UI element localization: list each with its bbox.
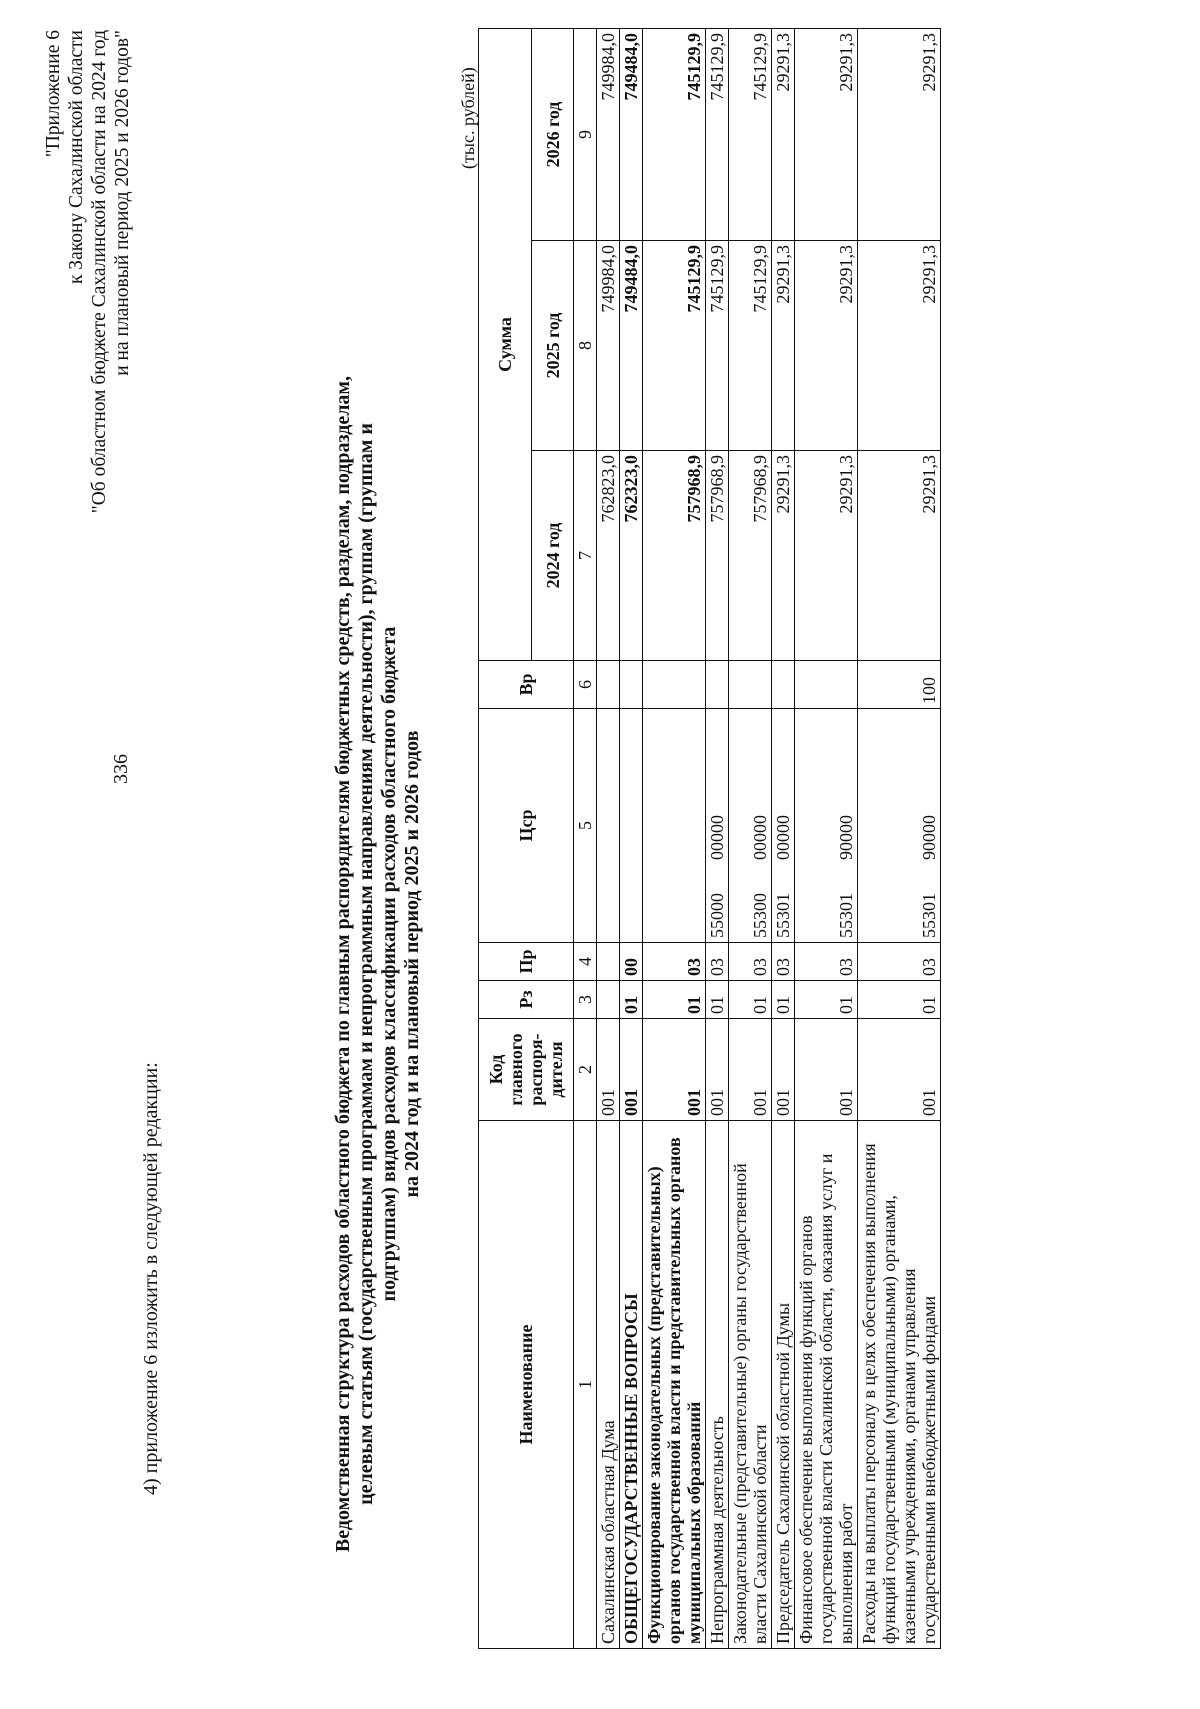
header-code-line: распоря- <box>526 1033 546 1106</box>
row-vr <box>620 661 643 709</box>
header-csr: Цср <box>479 709 574 943</box>
table-row <box>706 28 729 1648</box>
row-name: Непрограммная деятельность <box>706 1121 729 1649</box>
row-2025: 29291,3 <box>858 241 941 451</box>
row-rz: 01 <box>706 981 729 1019</box>
row-2026: 749984,0 <box>597 28 620 240</box>
row-csr <box>858 709 941 943</box>
row-2024: 762323,0 <box>620 451 643 661</box>
row-csr-part: 55301 <box>919 893 939 938</box>
column-number: 4 <box>574 943 597 981</box>
row-csr-part: 55301 <box>773 893 793 938</box>
row-2024: 757968,9 <box>643 451 706 661</box>
column-number: 9 <box>574 28 597 240</box>
row-csr <box>620 709 643 943</box>
column-number: 3 <box>574 981 597 1019</box>
row-code: 001 <box>643 1019 706 1121</box>
row-csr-part: 55000 <box>707 893 727 938</box>
header-code <box>479 1019 574 1121</box>
row-vr <box>795 661 858 709</box>
column-number: 6 <box>574 661 597 709</box>
units-label: (тыс. рублей) <box>458 67 478 169</box>
appendix-line: "Приложение 6 <box>43 30 64 158</box>
row-code: 001 <box>597 1019 620 1121</box>
column-number: 1 <box>574 1121 597 1649</box>
row-pr <box>597 943 620 981</box>
row-vr <box>706 661 729 709</box>
row-2026: 29291,3 <box>858 28 941 240</box>
table-row <box>772 28 795 1648</box>
row-pr: 03 <box>729 943 772 981</box>
row-csr-part: 90000 <box>919 815 939 860</box>
row-csr-part: 00000 <box>750 815 770 860</box>
row-rz: 01 <box>643 981 706 1019</box>
row-code: 001 <box>795 1019 858 1121</box>
table-row <box>597 28 620 1648</box>
row-pr: 03 <box>643 943 706 981</box>
row-pr: 00 <box>620 943 643 981</box>
appendix-header <box>42 30 134 513</box>
header-2026: 2026 год <box>532 28 574 240</box>
row-2026: 745129,9 <box>706 28 729 240</box>
row-code: 001 <box>729 1019 772 1121</box>
title-line: подгруппам) видов расходов классификации расходов областного бюджета <box>378 626 400 1302</box>
row-csr <box>795 709 858 943</box>
header-row <box>479 28 532 1648</box>
header-name: Наименование <box>479 1121 574 1649</box>
title-line: на 2024 год и на плановый период 2025 и 2026 годов <box>401 730 423 1198</box>
row-rz: 01 <box>795 981 858 1019</box>
row-rz: 01 <box>620 981 643 1019</box>
header-pr: Пр <box>479 943 574 981</box>
row-name: Сахалинская областная Дума <box>597 1121 620 1649</box>
header-code-line: дителя <box>546 1041 566 1098</box>
row-pr: 03 <box>858 943 941 981</box>
appendix-line: "Об областном бюджете Сахалинской области на 2024 год <box>89 30 110 514</box>
row-vr <box>597 661 620 709</box>
row-csr-part: 00000 <box>707 815 727 860</box>
row-csr <box>643 709 706 943</box>
header-2024: 2024 год <box>532 451 574 661</box>
row-2026: 29291,3 <box>795 28 858 240</box>
table-row <box>858 28 941 1648</box>
title-line: Ведомственная структура расходов областного бюджета по главным распорядителям бюджетных средств, разделам, подразделам, <box>332 375 354 1553</box>
header-sum: Сумма <box>479 28 532 660</box>
row-code: 001 <box>858 1019 941 1121</box>
row-2024: 757968,9 <box>729 451 772 661</box>
row-2025: 745129,9 <box>729 241 772 451</box>
row-code: 001 <box>620 1019 643 1121</box>
row-2025: 749984,0 <box>597 241 620 451</box>
row-pr: 03 <box>772 943 795 981</box>
column-number: 8 <box>574 241 597 451</box>
table-row <box>795 28 858 1648</box>
document-title <box>332 339 424 1589</box>
column-number: 2 <box>574 1019 597 1121</box>
row-csr <box>729 709 772 943</box>
row-pr: 03 <box>706 943 729 981</box>
row-vr <box>729 661 772 709</box>
row-name: Финансовое обеспечение выполнения функций органов государственной власти Сахалинской области, оказания услуг и выполнения работ <box>795 1121 858 1649</box>
header-code-line: главного <box>506 1033 526 1106</box>
row-name: Председатель Сахалинской областной Думы <box>772 1121 795 1649</box>
row-csr-part: 55300 <box>750 893 770 938</box>
row-csr-part: 55301 <box>836 893 856 938</box>
row-2024: 29291,3 <box>858 451 941 661</box>
appendix-line: к Закону Сахалинской области <box>66 30 87 285</box>
row-2024: 29291,3 <box>795 451 858 661</box>
row-csr-part: 00000 <box>773 815 793 860</box>
row-pr: 03 <box>795 943 858 981</box>
row-2025: 29291,3 <box>795 241 858 451</box>
row-2025: 745129,9 <box>643 241 706 451</box>
row-name: Функционирование законодательных (представительных) органов государственной власти и представительных органов муниципальных образований <box>643 1121 706 1649</box>
table-row <box>643 28 706 1648</box>
budget-table <box>478 28 941 1649</box>
header-vr: Вр <box>479 661 574 709</box>
row-code: 001 <box>706 1019 729 1121</box>
row-rz: 01 <box>772 981 795 1019</box>
page-number: 336 <box>110 754 132 784</box>
row-rz <box>597 981 620 1019</box>
row-vr <box>643 661 706 709</box>
header-rz: Рз <box>479 981 574 1019</box>
row-name: ОБЩЕГОСУДАРСТВЕННЫЕ ВОПРОСЫ <box>620 1121 643 1649</box>
row-vr: 100 <box>858 661 941 709</box>
row-2025: 749484,0 <box>620 241 643 451</box>
row-2026: 745129,9 <box>729 28 772 240</box>
column-number: 7 <box>574 451 597 661</box>
intro-text: 4) приложение 6 изложить в следующей редакции: <box>140 1062 162 1495</box>
row-csr <box>597 709 620 943</box>
row-name: Законодательные (представительные) органы государственной власти Сахалинской области <box>729 1121 772 1649</box>
row-csr-part: 90000 <box>836 815 856 860</box>
row-2025: 29291,3 <box>772 241 795 451</box>
column-number-row <box>574 28 597 1648</box>
row-2026: 29291,3 <box>772 28 795 240</box>
row-vr <box>772 661 795 709</box>
row-csr <box>772 709 795 943</box>
header-2025: 2025 год <box>532 241 574 451</box>
table-row <box>620 28 643 1648</box>
row-name: Расходы на выплаты персоналу в целях обеспечения выполнения функций государственными (муниципальными) органами, казенными учреждениями, органами управления государственными внебюджетными фондами <box>858 1121 941 1649</box>
row-2025: 745129,9 <box>706 241 729 451</box>
column-number: 5 <box>574 709 597 943</box>
row-rz: 01 <box>729 981 772 1019</box>
table-row <box>729 28 772 1648</box>
row-2024: 762823,0 <box>597 451 620 661</box>
row-2024: 29291,3 <box>772 451 795 661</box>
row-rz: 01 <box>858 981 941 1019</box>
appendix-line: и на плановый период 2025 и 2026 годов" <box>112 30 133 376</box>
header-code-line: Код <box>486 1054 506 1085</box>
row-2024: 757968,9 <box>706 451 729 661</box>
title-line: целевым статьям (государственным программам и непрограммным направлениям деятельности), группам (группам и <box>355 423 377 1505</box>
row-csr <box>706 709 729 943</box>
row-2026: 745129,9 <box>643 28 706 240</box>
row-2026: 749484,0 <box>620 28 643 240</box>
row-code: 001 <box>772 1019 795 1121</box>
